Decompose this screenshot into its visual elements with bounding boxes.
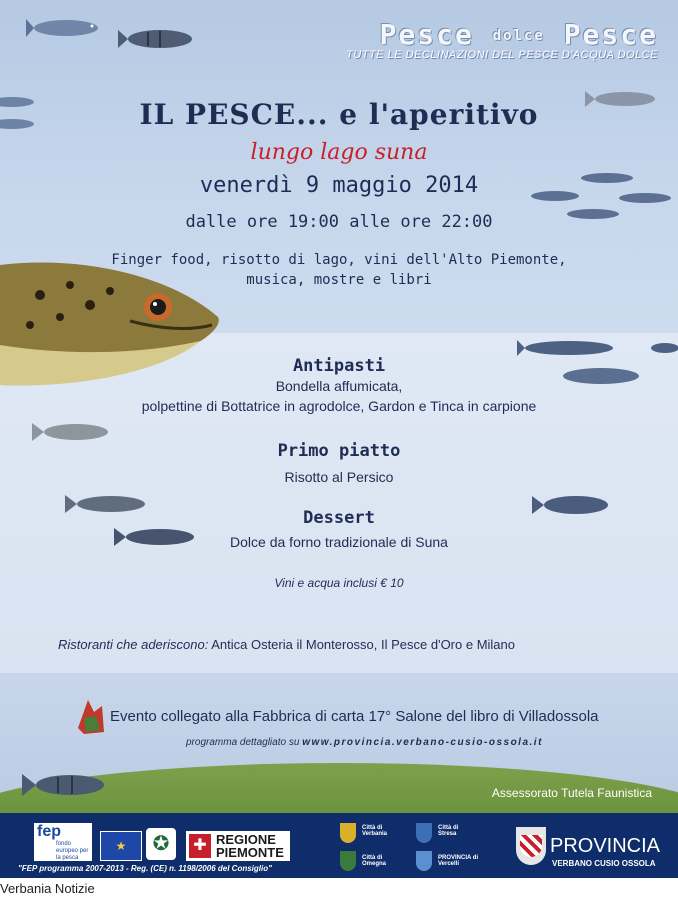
dessert-title: Dessert [303, 508, 375, 528]
provincia-subtitle: VERBANO CUSIO OSSOLA [552, 859, 656, 868]
antipasti-section [0, 356, 678, 416]
assessorato-label: Assessorato Tutela Faunistica [491, 786, 652, 800]
provincia-vercelli: PROVINCIA di Vercelli [438, 855, 479, 867]
primo-title: Primo piatto [277, 441, 401, 461]
antipasti-line: Bondella affumicata, [275, 378, 403, 394]
piemonte-shield-icon: ✚ [189, 834, 211, 858]
dessert-line: Dolce da forno tradizionale di Suna [230, 534, 448, 550]
vercelli-crest-icon [416, 851, 432, 871]
image-credit: Verbania Notizie [0, 881, 95, 896]
perch-fish-icon [118, 24, 200, 52]
fep-note: "FEP programma 2007-2013 - Reg. (CE) n. 1198/2006 del Consiglio" [18, 864, 272, 873]
antipasti-title: Antipasti [292, 356, 386, 376]
event-time: dalle ore 19:00 alle ore 22:00 [185, 212, 493, 232]
salone-logo-icon [74, 698, 106, 736]
event-headline: IL PESCE... e l'aperitivo [139, 98, 539, 131]
provincia-logo-text: PROVINCIA [550, 835, 661, 857]
antipasti-line: polpettine di Bottatrice in agrodolce, Gardon e Tinca in carpione [141, 398, 537, 414]
primo-line: Risotto al Persico [284, 469, 394, 485]
fish-icon [26, 14, 108, 42]
program-link[interactable]: programma dettagliato su www.provincia.verbano-cusio-ossola.it [186, 737, 543, 748]
city-omegna: Città di Omegna [362, 855, 387, 867]
event-date: venerdì 9 maggio 2014 [199, 173, 479, 198]
city-verbania: Città di Verbania [362, 825, 388, 837]
primo-section [0, 441, 678, 487]
italy-emblem-icon: ✪ [146, 828, 176, 860]
linked-event: Evento collegato alla Fabbrica di carta 17° Salone del libro di Villadossola [110, 708, 599, 725]
eu-flag-icon: ★ [100, 831, 142, 861]
stresa-crest-icon [416, 823, 432, 843]
omegna-crest-icon [340, 851, 356, 871]
dessert-section [0, 508, 678, 552]
price-note: Vini e acqua inclusi € 10 [274, 576, 404, 590]
restaurants-line: Ristoranti che aderiscono: Antica Osteria il Monterosso, Il Pesce d'Oro e Milano [58, 637, 515, 652]
provincia-crest-icon [516, 827, 546, 865]
regione-piemonte-logo: ✚ REGIONE PIEMONTE [186, 831, 290, 861]
event-description: Finger food, risotto di lago, vini dell'Alto Piemonte, musica, mostre e libri [111, 252, 567, 288]
verbania-crest-icon [340, 823, 356, 843]
city-stresa: Città di Stresa [438, 825, 459, 837]
perch-fish-icon [22, 768, 110, 802]
brand-title: Pesce dolce Pesce [379, 18, 658, 51]
event-location: lungo lago suna [250, 140, 428, 165]
brand-logo [346, 18, 658, 61]
fep-logo: fep fondo europeo per la pesca [34, 823, 92, 861]
brand-tagline: TUTTE LE DECLINAZIONI DEL PESCE D'ACQUA DOLCE [346, 49, 658, 61]
sponsor-footer [0, 813, 678, 878]
